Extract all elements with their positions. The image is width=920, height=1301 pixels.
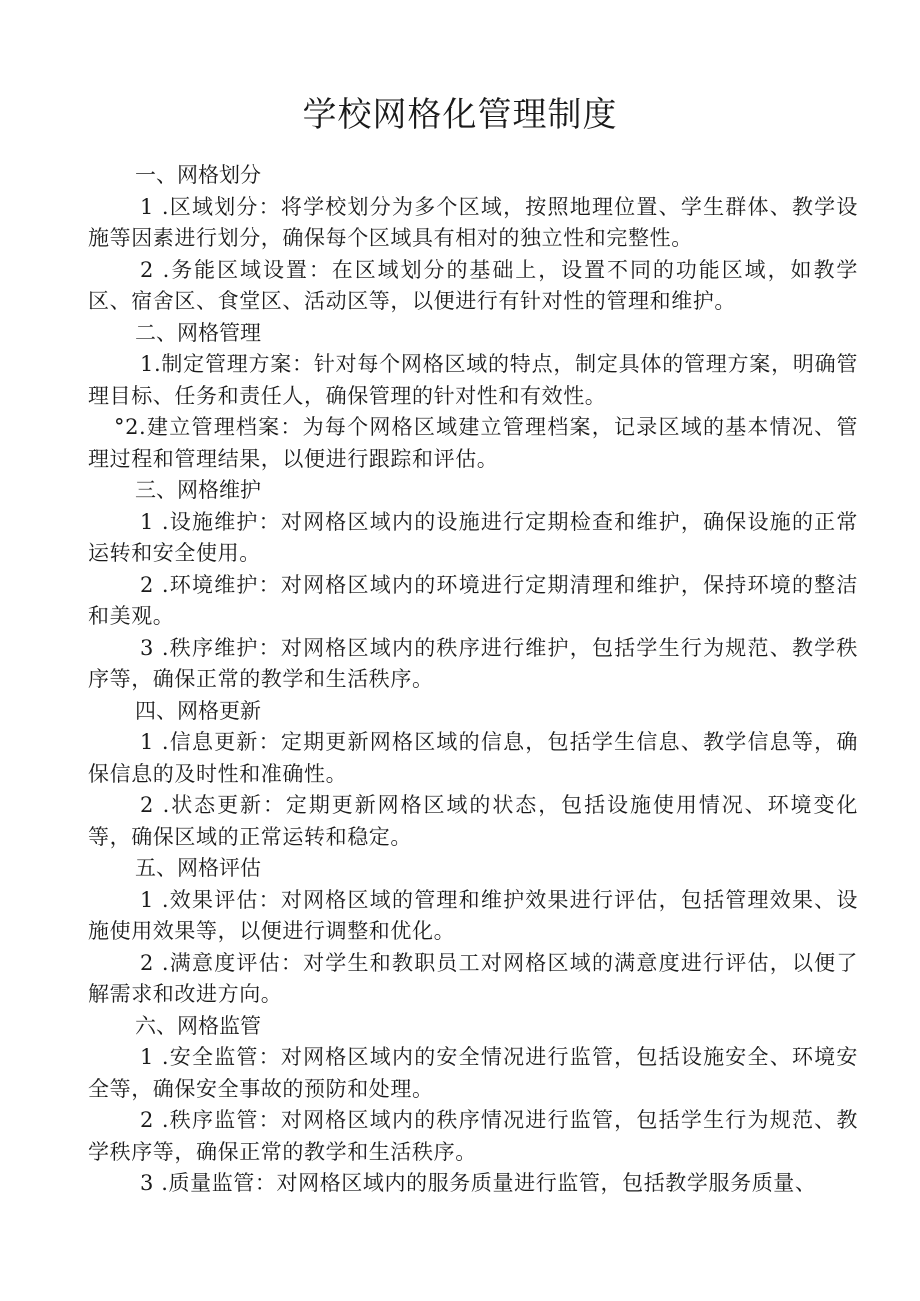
paragraph: 2 .务能区域设置：在区域划分的基础上，设置不同的功能区域，如教学区、宿舍区、食堂区、活动区等，以便进行有针对性的管理和维护。 <box>88 257 858 313</box>
paragraph: 3 .质量监管：对网格区域内的服务质量进行监管，包括教学服务质量、 <box>140 1171 817 1195</box>
paragraph: 1 .效果评估：对网格区域的管理和维护效果进行评估，包括管理效果、设施使用效果等，以便进行调整和优化。 <box>88 887 858 943</box>
paragraph: 2 .满意度评估：对学生和教职员工对网格区域的满意度进行评估，以便了解需求和改进方向。 <box>88 950 858 1006</box>
paragraph: 1 .设施维护：对网格区域内的设施进行定期检查和维护，确保设施的正常运转和安全使用。 <box>88 509 858 565</box>
paragraph: 1.制定管理方案：针对每个网格区域的特点，制定具体的管理方案，明确管理目标、任务和责任人，确保管理的针对性和有效性。 <box>88 352 858 408</box>
section-heading: 四、网格更新 <box>135 698 261 723</box>
paragraph: 1 .区域划分：将学校划分为多个区域，按照地理位置、学生群体、教学设施等因素进行划分，确保每个区域具有相对的独立性和完整性。 <box>88 194 858 250</box>
document-body <box>88 160 858 1200</box>
paragraph: 3 .秩序维护：对网格区域内的秩序进行维护，包括学生行为规范、教学秩序等，确保正常的教学和生活秩序。 <box>88 635 858 691</box>
paragraph: 2 .环境维护：对网格区域内的环境进行定期清理和维护，保持环境的整洁和美观。 <box>88 572 858 628</box>
section-heading: 五、网格评估 <box>135 856 261 880</box>
paragraph: 2 .秩序监管：对网格区域内的秩序情况进行监管，包括学生行为规范、教学秩序等，确保正常的教学和生活秩序。 <box>88 1108 858 1164</box>
paragraph: 1 .安全监管：对网格区域内的安全情况进行监管，包括设施安全、环境安全等，确保安全事故的预防和处理。 <box>88 1045 858 1101</box>
section-heading: 二、网格管理 <box>135 320 261 345</box>
paragraph: 2 .状态更新：定期更新网格区域的状态，包括设施使用情况、环境变化等，确保区域的正常运转和稳定。 <box>88 793 858 849</box>
section-heading: 六、网格监管 <box>135 1013 261 1038</box>
paragraph: 1 .信息更新：定期更新网格区域的信息，包括学生信息、教学信息等，确保信息的及时性和准确性。 <box>88 730 858 786</box>
section-heading: 一、网格划分 <box>135 163 261 187</box>
paragraph: °2.建立管理档案：为每个网格区域建立管理档案，记录区域的基本情况、管理过程和管理结果，以便进行跟踪和评估。 <box>88 415 858 471</box>
document-title: 学校网格化管理制度 <box>302 95 618 135</box>
section-heading: 三、网格维护 <box>135 478 261 502</box>
